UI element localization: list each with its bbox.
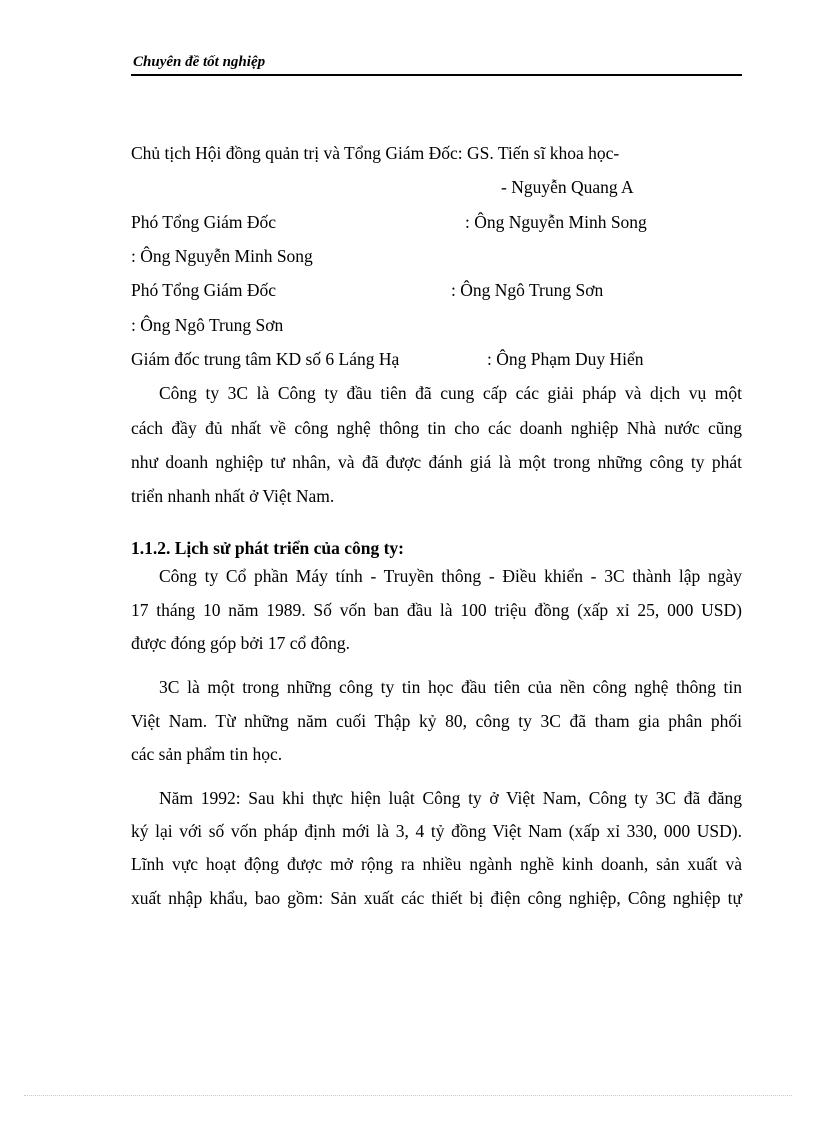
intro-line-2: cách đầy đủ nhất về công nghệ thông tin cho các doanh nghiệp Nhà nước cũng	[131, 418, 742, 438]
page-header-title: Chuyên đề tốt nghiệp	[133, 54, 266, 70]
history-p2-line-1: 3C là một trong những công ty tin học đầu tiên của nền công nghệ thông tin	[159, 677, 742, 697]
deputy2-label: Phó Tổng Giám Đốc	[131, 280, 277, 300]
history-p2-line-3: các sản phẩm tin học.	[131, 744, 283, 764]
history-p2-line-2: Việt Nam. Từ những năm cuối Thập kỷ 80, công ty 3C đã tham gia phân phối	[131, 711, 742, 731]
history-p3-line-4: xuất nhập khẩu, bao gồm: Sản xuất các thiết bị điện công nghiệp, Công nghiệp tự	[131, 888, 742, 908]
director-label: Giám đốc trung tâm KD số 6 Láng Hạ	[131, 349, 400, 369]
intro-line-1: Công ty 3C là Công ty đầu tiên đã cung cấp các giải pháp và dịch vụ một	[159, 383, 742, 403]
director-value: : Ông Phạm Duy Hiển	[487, 349, 644, 369]
intro-line-4: triển nhanh nhất ở Việt Nam.	[131, 486, 335, 506]
chairman-label: Chủ tịch Hội đồng quản trị và Tổng Giám Đốc: GS. Tiến sĩ khoa học-	[131, 143, 620, 163]
history-p3-line-2: ký lại với số vốn pháp định mới là 3, 4 tỷ đồng Việt Nam (xấp xỉ 330, 000 USD).	[131, 821, 742, 841]
history-p3-line-1: Năm 1992: Sau khi thực hiện luật Công ty ở Việt Nam, Công ty 3C đã đăng	[159, 788, 742, 808]
section-heading: 1.1.2. Lịch sử phát triển của công ty:	[131, 538, 405, 558]
chairman-name: - Nguyễn Quang A	[501, 177, 634, 197]
deputy1-repeat: : Ông Nguyễn Minh Song	[131, 246, 313, 266]
history-p1-line-3: được đóng góp bởi 17 cổ đông.	[131, 633, 351, 653]
page-bottom-divider	[24, 1095, 792, 1096]
history-p3-line-3: Lĩnh vực hoạt động được mở rộng ra nhiều ngành nghề kinh doanh, sản xuất và	[131, 854, 742, 874]
page-header	[131, 53, 742, 76]
deputy2-repeat: : Ông Ngô Trung Sơn	[131, 315, 284, 335]
history-p1-line-2: 17 tháng 10 năm 1989. Số vốn ban đầu là 100 triệu đồng (xấp xỉ 25, 000 USD)	[131, 600, 742, 620]
deputy1-value: : Ông Nguyễn Minh Song	[465, 212, 647, 232]
deputy1-label: Phó Tổng Giám Đốc	[131, 212, 277, 232]
intro-line-3: như doanh nghiệp tư nhân, và đã được đánh giá là một trong những công ty phát	[131, 452, 742, 472]
history-p1-line-1: Công ty Cổ phần Máy tính - Truyền thông - Điều khiển - 3C thành lập ngày	[159, 566, 742, 586]
deputy2-value: : Ông Ngô Trung Sơn	[451, 280, 604, 300]
